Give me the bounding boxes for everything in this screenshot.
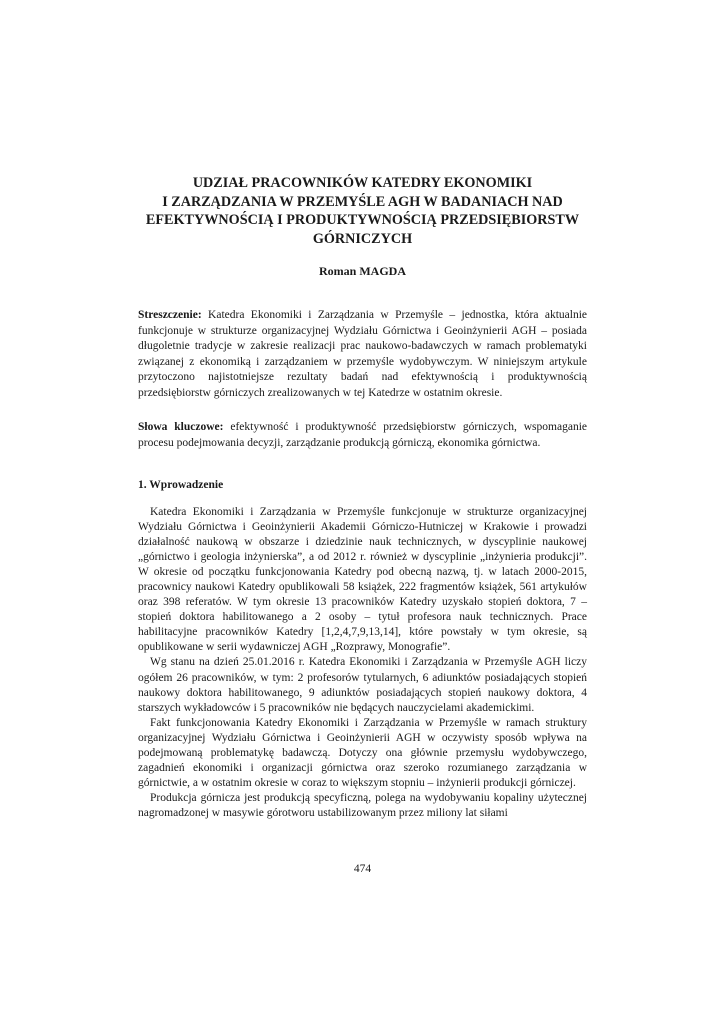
paragraph-1: Katedra Ekonomiki i Zarządzania w Przemyśle funkcjonuje w strukturze organizacyjnej Wydziału Górnictwa i Geoinżynierii Akademii Górniczo-Hutniczej w Krakowie i prowadzi działalność naukową w obszarze i dziedzinie nauk technicznych, w dyscyplinie naukowej „górnictwo i geologia inżynierska”, a od 2012 r. również w dyscyplinie „inżynieria produkcji”. W okresie od początku funkcjonowania Katedry pod obecną nazwą, tj. w latach 2000-2015, pracownicy naukowi Katedry opublikowali 58 książek, 222 fragmentów książek, 561 artykułów oraz 398 referatów. W tym okresie 13 pracowników Katedry uzyskało stopień doktora, 7 – stopień doktora habilitowanego a 2 osoby – tytuł profesora nauk technicznych. Prace habilitacyjne pracowników Katedry [1,2,4,7,9,13,14], które powstały w tym okresie, są opublikowane w serii wydawniczej AGH „Rozprawy, Monografie”. bbox=[138, 506, 587, 654]
paragraph-3: Fakt funkcjonowania Katedry Ekonomiki i Zarządzania w Przemyśle w ramach struktury organizacyjnej Wydziału Górnictwa i Geoinżynierii AGH w oczywisty sposób wpływa na podejmowaną problematykę badawczą. Dotyczy ona głównie przemysłu wydobywczego, zagadnień ekonomiki i organizacji górnictwa oraz szeroko rozumianego zarządzania w górnictwie, a w ostatnim okresie w coraz to większym stopniu – inżynierii produkcji górniczej. bbox=[138, 716, 587, 789]
title-line-4: GÓRNICZYCH bbox=[312, 230, 413, 247]
author-name: Roman MAGDA bbox=[319, 264, 406, 278]
page-number: 474 bbox=[353, 863, 372, 875]
body-text bbox=[138, 505, 587, 821]
keywords-text: efektywność i produktywność przedsiębiorstw górniczych, wspomaganie procesu podejmowania decyzji, zarządzanie produkcją górniczą, ekonomika górnictwa. bbox=[138, 421, 587, 449]
keywords-label: Słowa kluczowe: bbox=[138, 421, 224, 433]
abstract-text: Katedra Ekonomiki i Zarządzania w Przemyśle – jednostka, która aktualnie funkcjonuje w strukturze organizacyjnej Wydziału Górnictwa i Geoinżynierii AGH – posiada długoletnie tradycje w zakresie realizacji prac naukowo-badawczych w ramach problematyki związanej z ekonomiką i zarządzaniem w przemyśle wydobywczym. W niniejszym artykule przytoczono najistotniejsze rezultaty badań nad efektywnością i produktywnością przedsiębiorstw górniczych zrealizowanych w tej Katedrze w ostatnim okresie. bbox=[138, 309, 587, 399]
paragraph-2: Wg stanu na dzień 25.01.2016 r. Katedra Ekonomiki i Zarządzania w Przemyśle AGH liczy ogółem 26 pracowników, w tym: 2 profesorów tytularnych, 6 adiunktów posiadających stopień naukowy doktora habilitowanego, 9 adiunktów posiadających stopień naukowy doktora, 4 starszych wykładowców i 5 pracowników nie będących nauczycielami akademickimi. bbox=[138, 656, 587, 714]
paragraph-4: Produkcja górnicza jest produkcją specyficzną, polega na wydobywaniu kopaliny użytecznej nagromadzonej w masywie górotworu ustabilizowanym przez miliony lat siłami bbox=[138, 791, 587, 819]
keywords bbox=[138, 420, 587, 451]
title-line-3: EFEKTYWNOŚCIĄ I PRODUKTYWNOŚCIĄ PRZEDSIĘBIORSTW bbox=[145, 212, 580, 228]
title-line-2: I ZARZĄDZANIA W PRZEMYŚLE AGH W BADANIACH NAD bbox=[162, 193, 563, 210]
abstract bbox=[138, 308, 587, 401]
section-heading: 1. Wprowadzenie bbox=[138, 479, 224, 491]
paper-title bbox=[138, 174, 587, 248]
title-line-1: UDZIAŁ PRACOWNIKÓW KATEDRY EKONOMIKI bbox=[192, 175, 533, 191]
abstract-label: Streszczenie: bbox=[138, 309, 202, 321]
